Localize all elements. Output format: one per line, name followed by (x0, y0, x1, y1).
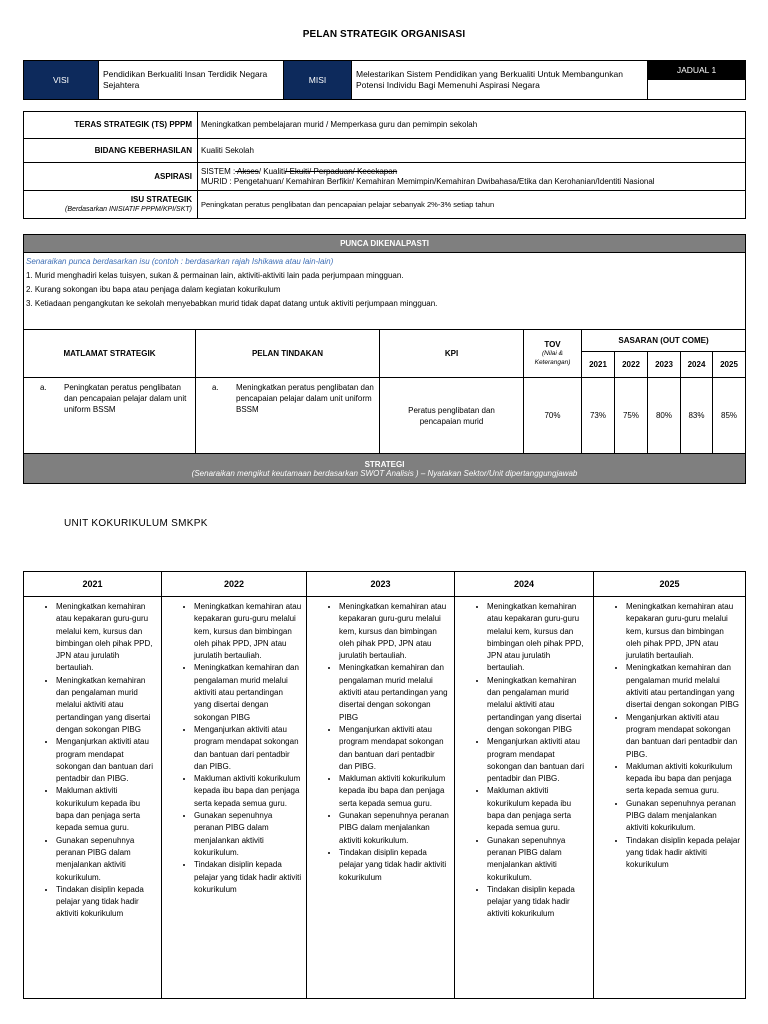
unit-title: UNIT KOKURIKULUM SMKPK (64, 518, 208, 529)
year-column (594, 597, 746, 999)
page-title: PELAN STRATEGIK ORGANISASI (302, 29, 466, 40)
punca-instruction: Senaraikan punca berdasarkan isu (contoh : berdasarkan rajah Ishikawa atau lain-lain) (26, 257, 334, 266)
tov-value: 70% (524, 378, 582, 454)
year-header: 2024 (681, 352, 713, 378)
strategy-item: • Meningkatkan kemahiran atau kepakaran guru-guru melalui kem, kursus dan bimbingan oleh pihak PPD, JPN atau jurulatih bertauliah. (487, 601, 589, 675)
year-header: 2023 (648, 352, 681, 378)
teras-value: Meningkatkan pembelajaran murid / Memperkasa guru dan pemimpin sekolah (198, 112, 746, 139)
punca-item: 1. Murid menghadiri kelas tuisyen, sukan & permainan lain, aktiviti-aktiviti lain pada perjumpaan mingguan. (26, 271, 404, 280)
aspirasi-murid: MURID : Pengetahuan/ Kemahiran Berfikir/ Kemahiran Memimpin/Kemahiran Dwibahasa/Etika dan Kerohanian/Identiti Nasional (201, 176, 655, 186)
year-column (307, 597, 455, 999)
strategy-item: • Meningkatkan kemahiran dan pengalaman murid melalui aktiviti atau pertandingan yang disertai dengan sokongan PIBG (626, 662, 741, 711)
strategy-item: • Menganjurkan aktiviti atau program mendapat sokongan dan bantuan dari pentadbir dan PIBG. (487, 736, 589, 785)
bidang-value: Kualiti Sekolah (198, 139, 746, 163)
teras-table (23, 111, 746, 219)
col-tov-sub: (Nilai & Keterangan) (534, 350, 571, 366)
visi-label: VISI (24, 61, 99, 100)
year-column-header: 2021 (24, 572, 162, 597)
target-value: 73% (582, 378, 615, 454)
strategy-item: • Gunakan sepenuhnya peranan PIBG dalam menjalankan aktiviti kokurikulum. (339, 810, 450, 847)
jadual-label: JADUAL 1 (648, 61, 746, 80)
strategy-item: • Tindakan disiplin kepada pelajar yang tidak hadir aktiviti kokurikulum (194, 859, 302, 896)
aspirasi-sistem: SISTEM : Akses/ Kualiti/ Ekuiti/ Perpaduan/ Kecekapan (201, 166, 398, 176)
punca-body (24, 253, 746, 330)
isu-sub-label: (Berdasarkan INISIATIF PPPM/KPI/SKT) (65, 205, 192, 213)
strategy-item: • Tindakan disiplin kepada pelajar yang tidak hadir aktiviti kokurikulum (487, 884, 589, 921)
year-column (162, 597, 307, 999)
matlamat-marker: a. (40, 383, 47, 392)
target-value: 80% (648, 378, 681, 454)
punca-header: PUNCA DIKENALPASTI (24, 235, 746, 253)
strategy-item: • Makluman aktiviti kokurikulum kepada ibu bapa dan penjaga serta kepada semua guru. (194, 773, 302, 810)
col-matlamat: MATLAMAT STRATEGIK (24, 330, 196, 378)
strategi-sub: (Senaraikan mengikut keutamaan berdasarkan SWOT Analisis ) – Nyatakan Sektor/Unit dipertanggungjawab (191, 468, 578, 478)
punca-table (23, 234, 746, 484)
strategy-list (594, 601, 745, 872)
col-tov: TOV (Nilai & Keterangan) (524, 330, 582, 378)
misi-label: MISI (284, 61, 352, 100)
year-column-header: 2022 (162, 572, 307, 597)
col-kpi: KPI (380, 330, 524, 378)
strategy-item: • Meningkatkan kemahiran dan pengalaman murid melalui aktiviti atau pertandingan yang disertai dengan sokongan PIBG (339, 662, 450, 723)
strategy-item: • Menganjurkan aktiviti atau program mendapat sokongan dan bantuan dari pentadbir dan PIBG. (339, 724, 450, 773)
strategy-item: • Meningkatkan kemahiran atau kepakaran guru-guru melalui kem, kursus dan bimbingan oleh pihak PPD, JPN atau jurulatih bertauliah. (626, 601, 741, 662)
misi-text: Melestarikan Sistem Pendidikan yang Berkualiti Untuk Membangunkan Potensi Individu Bagi Memenuhi Aspirasi Negara (352, 61, 648, 100)
strategy-item: • Tindakan disiplin kepada pelajar yang tidak hadir aktiviti kokurikulum (56, 884, 157, 921)
strategy-item: • Menganjurkan aktiviti atau program mendapat sokongan dan bantuan dari pentadbir dan PIBG. (194, 724, 302, 773)
strategy-item: • Makluman aktiviti kokurikulum kepada ibu bapa dan penjaga serta kepada semua guru. (56, 785, 157, 834)
isu-label: ISU STRATEGIK (Berdasarkan INISIATIF PPPM/KPI/SKT) (24, 191, 198, 219)
strategy-item: • Gunakan sepenuhnya peranan PIBG dalam menjalankan aktiviti kokurikulum. (56, 835, 157, 884)
target-value: 75% (615, 378, 648, 454)
strategy-item: • Meningkatkan kemahiran atau kepakaran guru-guru melalui kem, kursus dan bimbingan oleh pihak PPD, JPN atau jurulatih bertauliah. (339, 601, 450, 662)
pelan-cell (196, 378, 380, 454)
year-column-header: 2023 (307, 572, 455, 597)
year-column (24, 597, 162, 999)
teras-label: TERAS STRATEGIK (TS) PPPM (24, 112, 198, 139)
strategy-item: • Meningkatkan kemahiran dan pengalaman murid melalui aktiviti atau pertandingan yang disertai dengan sokongan PIBG (487, 675, 589, 736)
aspirasi-value (198, 163, 746, 191)
year-column-header: 2024 (455, 572, 594, 597)
strategy-item: • Tindakan disiplin kepada pelajar yang tidak hadir aktiviti kokurikulum (339, 847, 450, 884)
col-pelan: PELAN TINDAKAN (196, 330, 380, 378)
strategy-item: • Meningkatkan kemahiran atau kepakaran guru-guru melalui kem, kursus dan bimbingan oleh pihak PPD, JPN atau jurulatih bertauliah. (56, 601, 157, 675)
strategy-item: • Meningkatkan kemahiran atau kepakaran guru-guru melalui kem, kursus dan bimbingan oleh pihak PPD, JPN atau jurulatih bertauliah. (194, 601, 302, 662)
strategy-list (162, 601, 306, 896)
strategi-header: STRATEGI (Senaraikan mengikut keutamaan berdasarkan SWOT Analisis ) – Nyatakan Sektor/Unit dipertanggungjawab (24, 454, 746, 484)
strategy-item: • Makluman aktiviti kokurikulum kepada ibu bapa dan penjaga serta kepada semua guru. (487, 785, 589, 834)
punca-item: 3. Ketiadaan pengangkutan ke sekolah menyebabkan murid tidak dapat datang untuk aktiviti perjumpaan mingguan. (26, 299, 438, 308)
bidang-label: BIDANG KEBERHASILAN (24, 139, 198, 163)
strategy-item: • Meningkatkan kemahiran dan pengalaman murid melalui aktiviti atau pertandingan yang disertai dengan sokongan PIBG (56, 675, 157, 736)
strategy-item: • Gunakan sepenuhnya peranan PIBG dalam menjalankan aktiviti kokurikulum. (194, 810, 302, 859)
year-column-header: 2025 (594, 572, 746, 597)
strategy-item: • Meningkatkan kemahiran dan pengalaman murid melalui aktiviti atau pertandingan yang disertai dengan sokongan PIBG (194, 662, 302, 723)
target-value: 83% (681, 378, 713, 454)
col-sasaran: SASARAN (OUT COME) (582, 330, 746, 352)
strategy-item: • Gunakan sepenuhnya peranan PIBG dalam menjalankan aktiviti kokurikulum. (626, 798, 741, 835)
year-column (455, 597, 594, 999)
strategy-item: • Gunakan sepenuhnya peranan PIBG dalam menjalankan aktiviti kokurikulum. (487, 835, 589, 884)
matlamat-text: Peningkatan peratus penglibatan dan pencapaian pelajar dalam unit uniform BSSM (64, 383, 187, 414)
visi-text: Pendidikan Berkualiti Insan Terdidik Negara Sejahtera (99, 61, 284, 100)
kpi-value: Peratus penglibatan dan pencapaian murid (380, 378, 524, 454)
strategy-item: • Makluman aktiviti kokurikulum kepada ibu bapa dan penjaga serta kepada semua guru. (339, 773, 450, 810)
strategy-list (24, 601, 161, 921)
strategy-item: • Menganjurkan aktiviti atau program mendapat sokongan dan bantuan dari pentadbir dan PIBG. (626, 712, 741, 761)
jadual-empty-cell (648, 80, 746, 100)
isu-value: Peningkatan peratus penglibatan dan pencapaian pelajar sebanyak 2%-3% setiap tahun (198, 191, 746, 219)
aspirasi-label: ASPIRASI (24, 163, 198, 191)
strategy-item: • Tindakan disiplin kepada pelajar yang tidak hadir aktiviti kokurikulum (626, 835, 741, 872)
strategy-item: • Menganjurkan aktiviti atau program mendapat sokongan dan bantuan dari pentadbir dan PIBG. (56, 736, 157, 785)
years-table (23, 571, 746, 999)
year-header: 2025 (713, 352, 746, 378)
target-value: 85% (713, 378, 746, 454)
strategy-item: • Makluman aktiviti kokurikulum kepada ibu bapa dan penjaga serta kepada semua guru. (626, 761, 741, 798)
strategy-list (455, 601, 593, 921)
visi-misi-table (23, 60, 746, 100)
pelan-text: Meningkatkan peratus penglibatan dan pencapaian pelajar dalam unit uniform BSSM (236, 383, 374, 414)
strategy-list (307, 601, 454, 884)
pelan-marker: a. (212, 383, 219, 392)
year-header: 2022 (615, 352, 648, 378)
year-header: 2021 (582, 352, 615, 378)
punca-item: 2. Kurang sokongan ibu bapa atau penjaga dalam kegiatan kokurikulum (26, 285, 281, 294)
matlamat-cell (24, 378, 196, 454)
